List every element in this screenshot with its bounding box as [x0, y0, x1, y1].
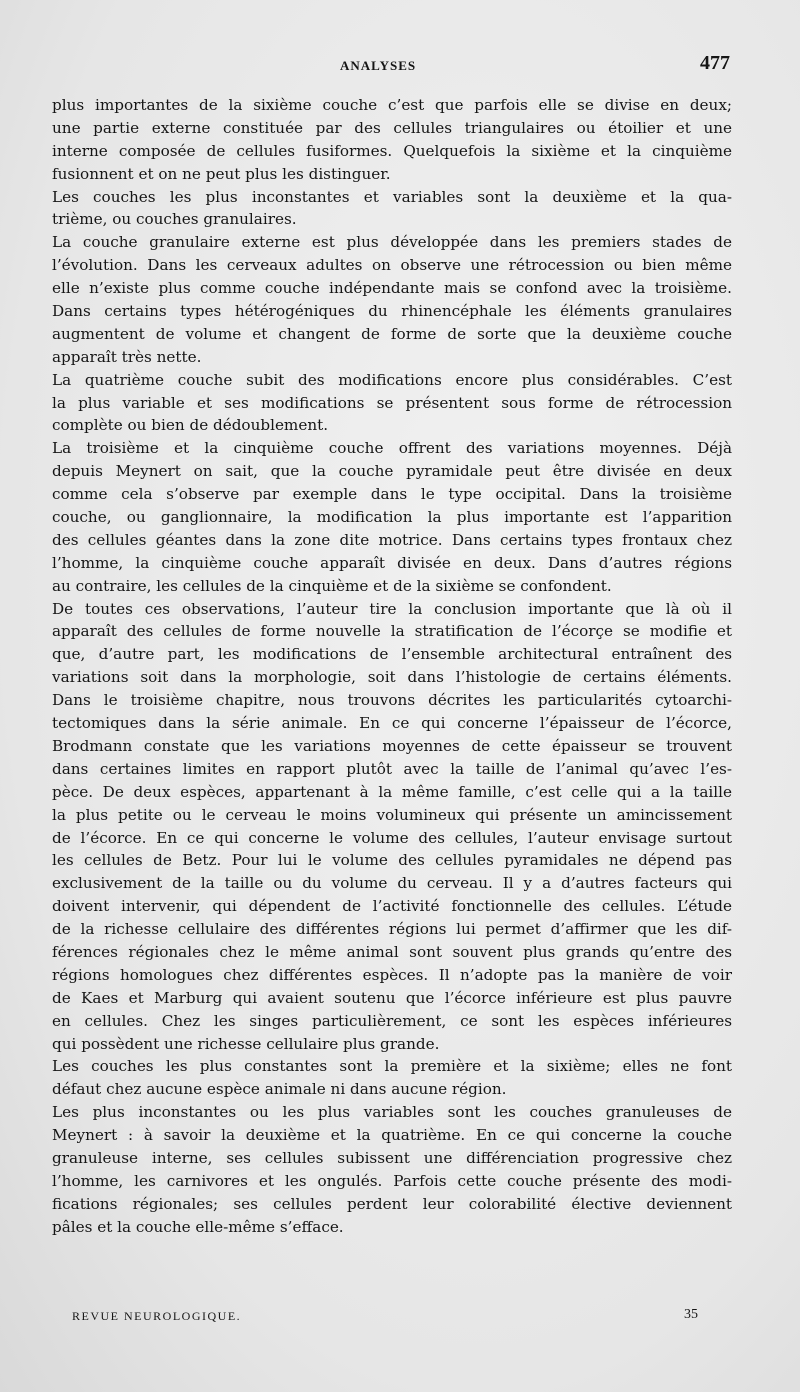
text-line: complète ou bien de dédoublement. — [52, 416, 329, 435]
page-number: 477 — [700, 52, 730, 74]
text-line: plus importantes de la sixième couche c’est que parfois elle se divise en deux; — [52, 96, 732, 114]
text-line: Les plus inconstantes ou les plus variables sont les couches granuleuses de — [52, 1103, 732, 1122]
text-line: que, d’autre part, les modifications de l’ensemble architectural entraînent des — [52, 645, 732, 664]
text-line: exclusivement de la taille ou du volume du cerveau. Il y a d’autres facteurs qui — [52, 874, 732, 893]
text-line: depuis Meynert on sait, que la couche pyramidale peut être divisée en deux — [52, 462, 732, 481]
text-line: régions homologues chez différentes espèces. Il n’adopte pas la manière de voir — [52, 965, 732, 984]
text-line: pâles et la couche elle-même s’efface. — [52, 1217, 344, 1236]
text-line: dans certaines limites en rapport plutôt avec la taille de l’animal qu’avec l’es- — [52, 759, 732, 778]
text-line: de la richesse cellulaire des différentes régions lui permet d’affirmer que les dif- — [52, 920, 732, 939]
page-footer — [72, 1305, 698, 1329]
text-line: Les couches les plus constantes sont la première et la sixième; elles ne font — [52, 1057, 732, 1076]
text-line: fications régionales; ses cellules perdent leur colorabilité élective deviennent — [52, 1194, 732, 1213]
text-line: une partie externe constituée par des cellules triangulaires ou étoilier et une — [52, 118, 732, 137]
text-line: elle n’existe plus comme couche indépendante mais se confond avec la troisième. — [52, 279, 732, 298]
text-line: de l’écorce. En ce qui concerne le volume des cellules, l’auteur envisage surtout — [52, 828, 732, 847]
text-line: qui possèdent une richesse cellulaire plus grande. — [52, 1034, 440, 1053]
page-header — [60, 52, 730, 78]
body-text — [52, 94, 732, 1239]
text-line: interne composée de cellules fusiformes. Quelquefois la sixième et la cinquième — [52, 141, 732, 160]
text-line: Dans certains types hétérogéniques du rhinencéphale les éléments granulaires — [52, 302, 732, 321]
text-line: apparaît très nette. — [52, 347, 202, 366]
text-line: Meynert : à savoir la deuxième et la quatrième. En ce qui concerne la couche — [52, 1126, 732, 1145]
text-line: Les couches les plus inconstantes et variables sont la deuxième et la qua- — [52, 187, 732, 206]
text-line: couche, ou ganglionnaire, la modification la plus importante est l’apparition — [52, 508, 732, 527]
text-line: La couche granulaire externe est plus développée dans les premiers stades de — [52, 233, 732, 252]
text-line: doivent intervenir, qui dépendent de l’activité fonctionnelle des cellules. L’étude — [52, 897, 732, 916]
text-line: pèce. De deux espèces, appartenant à la même famille, c’est celle qui a la taille — [52, 782, 732, 801]
text-line: de Kaes et Marburg qui avaient soutenu que l’écorce inférieure est plus pauvre — [52, 988, 732, 1007]
text-line: férences régionales chez le même animal sont souvent plus grands qu’entre des — [52, 942, 732, 961]
text-line: trième, ou couches granulaires. — [52, 210, 297, 229]
text-line: granuleuse interne, ses cellules subissent une différenciation progressive chez — [52, 1148, 732, 1167]
text-line: La quatrième couche subit des modifications encore plus considérables. C’est — [52, 370, 732, 389]
text-line: augmentent de volume et changent de forme de sorte que la deuxième couche — [52, 324, 732, 343]
text-line: défaut chez aucune espèce animale ni dans aucune région. — [52, 1080, 507, 1099]
text-line: en cellules. Chez les singes particulièrement, ce sont les espèces inférieures — [52, 1011, 732, 1030]
text-line: l’évolution. Dans les cerveaux adultes on observe une rétrocession ou bien même — [52, 256, 732, 275]
text-line: des cellules géantes dans la zone dite motrice. Dans certains types frontaux chez — [52, 530, 732, 549]
text-line: l’homme, la cinquième couche apparaît divisée en deux. Dans d’autres régions — [52, 553, 732, 572]
text-line: apparaît des cellules de forme nouvelle la stratification de l’écorçe se modifie et — [52, 622, 732, 641]
text-line: les cellules de Betz. Pour lui le volume des cellules pyramidales ne dépend pas — [52, 851, 732, 870]
text-line: tectomiques dans la série animale. En ce qui concerne l’épaisseur de l’écorce, — [52, 714, 732, 733]
text-line: la plus petite ou le cerveau le moins volumineux qui présente un amincissement — [52, 805, 732, 824]
text-line: au contraire, les cellules de la cinquième et de la sixième se confondent. — [52, 576, 612, 595]
text-line: Dans le troisième chapitre, nous trouvons décrites les particularités cytoarchi- — [52, 691, 732, 710]
text-line: La troisième et la cinquième couche offrent des variations moyennes. Déjà — [52, 439, 732, 458]
text-line: l’homme, les carnivores et les ongulés. Parfois cette couche présente des modi- — [52, 1171, 732, 1190]
running-head: ANALYSES — [340, 58, 417, 73]
signature-mark: 35 — [684, 1307, 698, 1322]
text-line: De toutes ces observations, l’auteur tire la conclusion importante que là où il — [52, 599, 732, 618]
text-line: la plus variable et ses modifications se présentent sous forme de rétrocession — [52, 393, 732, 412]
text-line: fusionnent et on ne peut plus les distinguer. — [52, 164, 391, 183]
text-line: variations soit dans la morphologie, soit dans l’histologie de certains éléments. — [52, 668, 732, 687]
journal-title: REVUE NEUROLOGIQUE. — [72, 1309, 242, 1323]
text-line: comme cela s’observe par exemple dans le type occipital. Dans la troisième — [52, 485, 732, 504]
text-line: Brodmann constate que les variations moyennes de cette épaisseur se trouvent — [52, 736, 732, 755]
